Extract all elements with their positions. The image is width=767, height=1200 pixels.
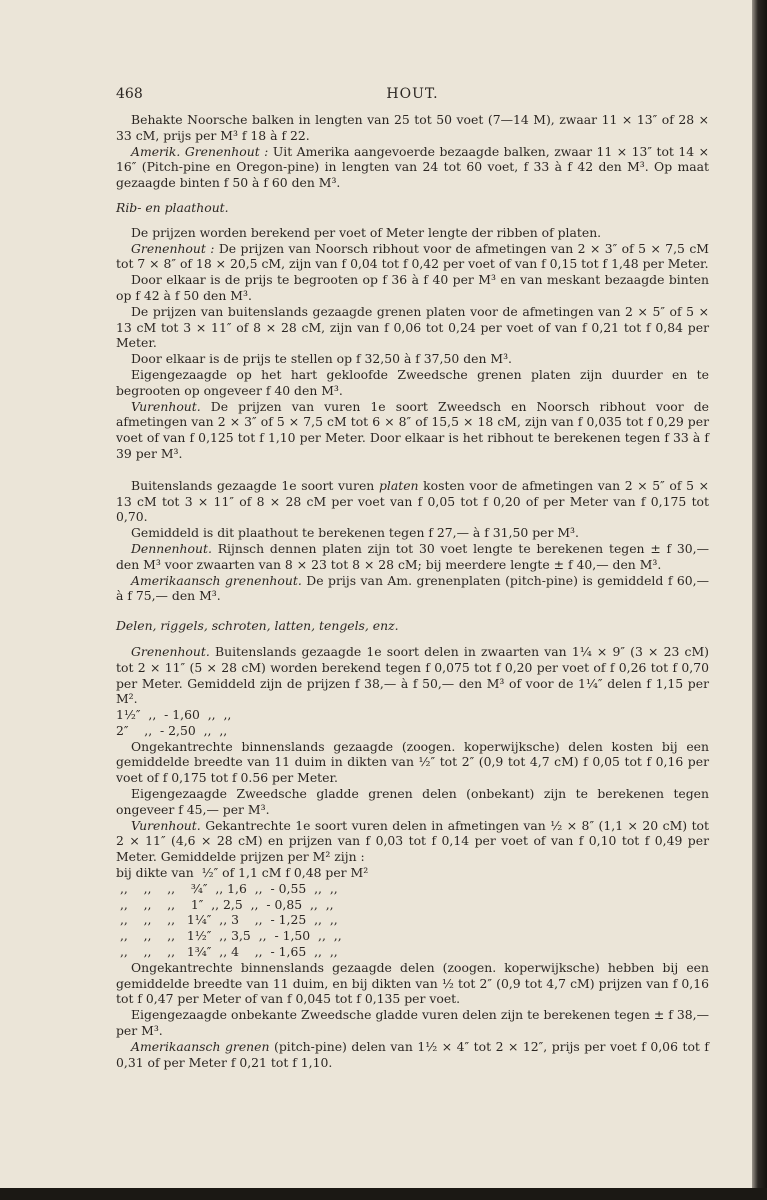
paragraph: Eigengezaagde onbekante Zweedsche gladde vuren delen zijn te berekenen tegen ± f 38,— per M³. bbox=[116, 1007, 709, 1039]
price-row: 1½″ ,, - 1,60 ,, ,, bbox=[116, 707, 232, 723]
paragraph: Eigengezaagde op het hart gekloofde Zweedsche grenen platen zijn duurder en te begrooten op ongeveer f 40 den M³. bbox=[116, 366, 709, 398]
lead-term: Amerikaansch grenen bbox=[131, 1038, 270, 1054]
paragraph: Eigengezaagde Zweedsche gladde grenen delen (onbekant) zijn te berekenen tegen ongeveer f 45,— per M³. bbox=[116, 786, 709, 817]
paragraph: Door elkaar is de prijs te stellen op f 32,50 à f 37,50 den M³. bbox=[131, 351, 512, 367]
paragraph-text: Rijnsch dennen platen zijn tot 30 voet lengte te berekenen tegen ± f 30,— den M³ voor zwaarten van 8 × 23 tot 8 × 28 cM; bij meerdere lengte ± f 40,— den M³. bbox=[116, 540, 709, 572]
paragraph-text: De prijzen van vuren 1e soort Zweedsch en Noorsch ribhout voor de afmetingen van 2 × 3″ of 5 × 7,5 cM tot 6 × 8″ of 15,5 × 18 cM, zijn van f 0,035 tot f 0,29 per voet of van f 0,125 tot f 1,10 per Meter. Door elkaar is het ribhout te berekenen tegen f 33 à f 39 per M³. bbox=[116, 398, 709, 461]
paragraph bbox=[116, 241, 709, 273]
paragraph: Door elkaar is de prijs te begrooten op f 36 à f 40 per M³ en van meskant bezaagde binten op f 42 à f 50 den M³. bbox=[116, 272, 709, 303]
section-heading-delen: Delen, riggels, schroten, latten, tengels, enz. bbox=[116, 618, 399, 634]
lead-term: Amerik. Grenenhout : bbox=[131, 143, 269, 159]
running-head: HOUT. bbox=[386, 86, 439, 102]
thickness-row: bij dikte van ½″ of 1,1 cM f 0,48 per M² bbox=[116, 865, 369, 881]
paragraph-text: Buitenslands gezaagde 1e soort delen in zwaarten van 1¼ × 9″ (3 × 23 cM) tot 2 × 11″ (5 × 28 cM) worden berekend tegen f 0,075 tot f 0,20 per voet of f 0,26 tot f 0,70 per Meter. Gemiddeld zijn de prijzen f 38,— à f 50,— den M³ of voor de 1¼″ delen f 1,15 per M². bbox=[116, 643, 709, 707]
paragraph bbox=[116, 399, 709, 462]
lead-term: Vurenhout. bbox=[131, 398, 201, 414]
page-number: 468 bbox=[116, 86, 143, 102]
paragraph-text: De prijs van Am. grenenplaten (pitch-pine) is gemiddeld f 60,— à f 75,— den M³. bbox=[116, 572, 709, 604]
paragraph bbox=[116, 144, 709, 191]
price-row: 2″ ,, - 2,50 ,, ,, bbox=[116, 722, 228, 738]
paragraph-text: (pitch-pine) delen van 1½ × 4″ tot 2 × 12″, prijs per voet f 0,06 tot f 0,31 of per Meter f 0,21 tot f 1,10. bbox=[116, 1038, 709, 1070]
lead-term: Grenenhout. bbox=[131, 643, 210, 659]
emph-word: platen bbox=[378, 477, 419, 493]
paragraph bbox=[116, 1039, 709, 1071]
paragraph bbox=[116, 818, 709, 865]
paragraph-text: kosten voor de afmetingen van 2 × 5″ of 5 × 13 cM tot 3 × 11″ of 8 × 28 cM per voet van f 0,05 tot f 0,20 of per Meter van f 0,175 tot 0,70. bbox=[116, 477, 710, 525]
paragraph-text: Gekantrechte 1e soort vuren delen in afmetingen van ½ × 8″ (1,1 × 20 cM) tot 2 × 11″ (4,6 × 28 cM) en prijzen van f 0,03 tot f 0,14 per voet of van f 0,10 tot f 0,49 per Meter. Gemiddelde prijzen per M² zijn : bbox=[116, 817, 709, 865]
lead-term: Dennenhout. bbox=[131, 540, 212, 556]
paragraph-text: De prijzen van Noorsch ribhout voor de afmetingen van 2 × 3″ of 5 × 7,5 cM tot 7 × 8″ of 18 × 20,5 cM, zijn van f 0,04 tot f 0,42 per voet of van f 0,15 tot f 1,48 per Meter. bbox=[116, 240, 709, 272]
paragraph bbox=[116, 573, 709, 605]
thickness-row: ,, ,, ,, 1¾″ ,, 4 ,, - 1,65 ,, ,, bbox=[116, 944, 338, 960]
paragraph: Gemiddeld is dit plaathout te berekenen tegen f 27,— à f 31,50 per M³. bbox=[131, 525, 579, 541]
page-edge bbox=[752, 0, 767, 1200]
lead-term: Grenenhout : bbox=[131, 240, 215, 256]
thickness-row: ,, ,, ,, 1″ ,, 2,5 ,, - 0,85 ,, ,, bbox=[116, 896, 334, 912]
thickness-row: ,, ,, ,, 1½″ ,, 3,5 ,, - 1,50 ,, ,, bbox=[116, 928, 342, 944]
section-heading-rib: Rib- en plaathout. bbox=[116, 199, 229, 215]
lead-term: Amerikaansch grenenhout. bbox=[131, 572, 302, 588]
paragraph-text: Uit Amerika aangevoerde bezaagde balken, zwaar 11 × 13″ tot 14 × 16″ (Pitch-pine en Oregon-pine) in lengten van 24 tot 60 voet, f 33 à f 42 den M³. Op maat gezaagde binten f 50 à f 60 den M³. bbox=[116, 143, 709, 191]
paragraph-text: Buitenslands gezaagde 1e soort vuren bbox=[131, 477, 375, 493]
paragraph: De prijzen van buitenslands gezaagde grenen platen voor de afmetingen van 2 × 5″ of 5 × 13 cM tot 3 × 11″ of 8 × 28 cM, zijn van f 0,06 tot 0,24 per voet of van f 0,21 tot f 0,84 per Meter. bbox=[116, 303, 709, 351]
paragraph: Ongekantrechte binnenslands gezaagde delen (zoogen. koperwijksche) hebben bij een gemiddelde breedte van 11 duim, en bij dikten van ½ tot 2″ (0,9 tot 4,7 cM) prijzen van f 0,16 tot f 0,47 per Meter of van f 0,045 tot f 0,135 per voet. bbox=[116, 959, 709, 1007]
paragraph: De prijzen worden berekend per voet of Meter lengte der ribben of platen. bbox=[131, 224, 602, 240]
page-body bbox=[116, 112, 709, 1070]
thickness-row: ,, ,, ,, ¾″ ,, 1,6 ,, - 0,55 ,, ,, bbox=[116, 880, 338, 896]
paragraph bbox=[116, 541, 709, 573]
paragraph bbox=[116, 644, 709, 707]
lead-term: Vurenhout. bbox=[131, 817, 201, 833]
thickness-row: ,, ,, ,, 1¼″ ,, 3 ,, - 1,25 ,, ,, bbox=[116, 912, 338, 928]
page-header bbox=[116, 86, 709, 108]
scan-border bbox=[0, 1188, 767, 1200]
paragraph: Behakte Noorsche balken in lengten van 25 tot 50 voet (7—14 M), zwaar 11 × 13″ of 28 × 33 cM, prijs per M³ f 18 à f 22. bbox=[116, 112, 709, 143]
paragraph: Ongekantrechte binnenslands gezaagde (zoogen. koperwijksche) delen kosten bij een gemiddelde breedte van 11 duim in dikten van ½″ tot 2″ (0,9 tot 4,7 cM) f 0,05 tot f 0,16 per voet of f 0,175 tot f 0.56 per Meter. bbox=[116, 738, 709, 786]
paragraph bbox=[116, 478, 709, 525]
